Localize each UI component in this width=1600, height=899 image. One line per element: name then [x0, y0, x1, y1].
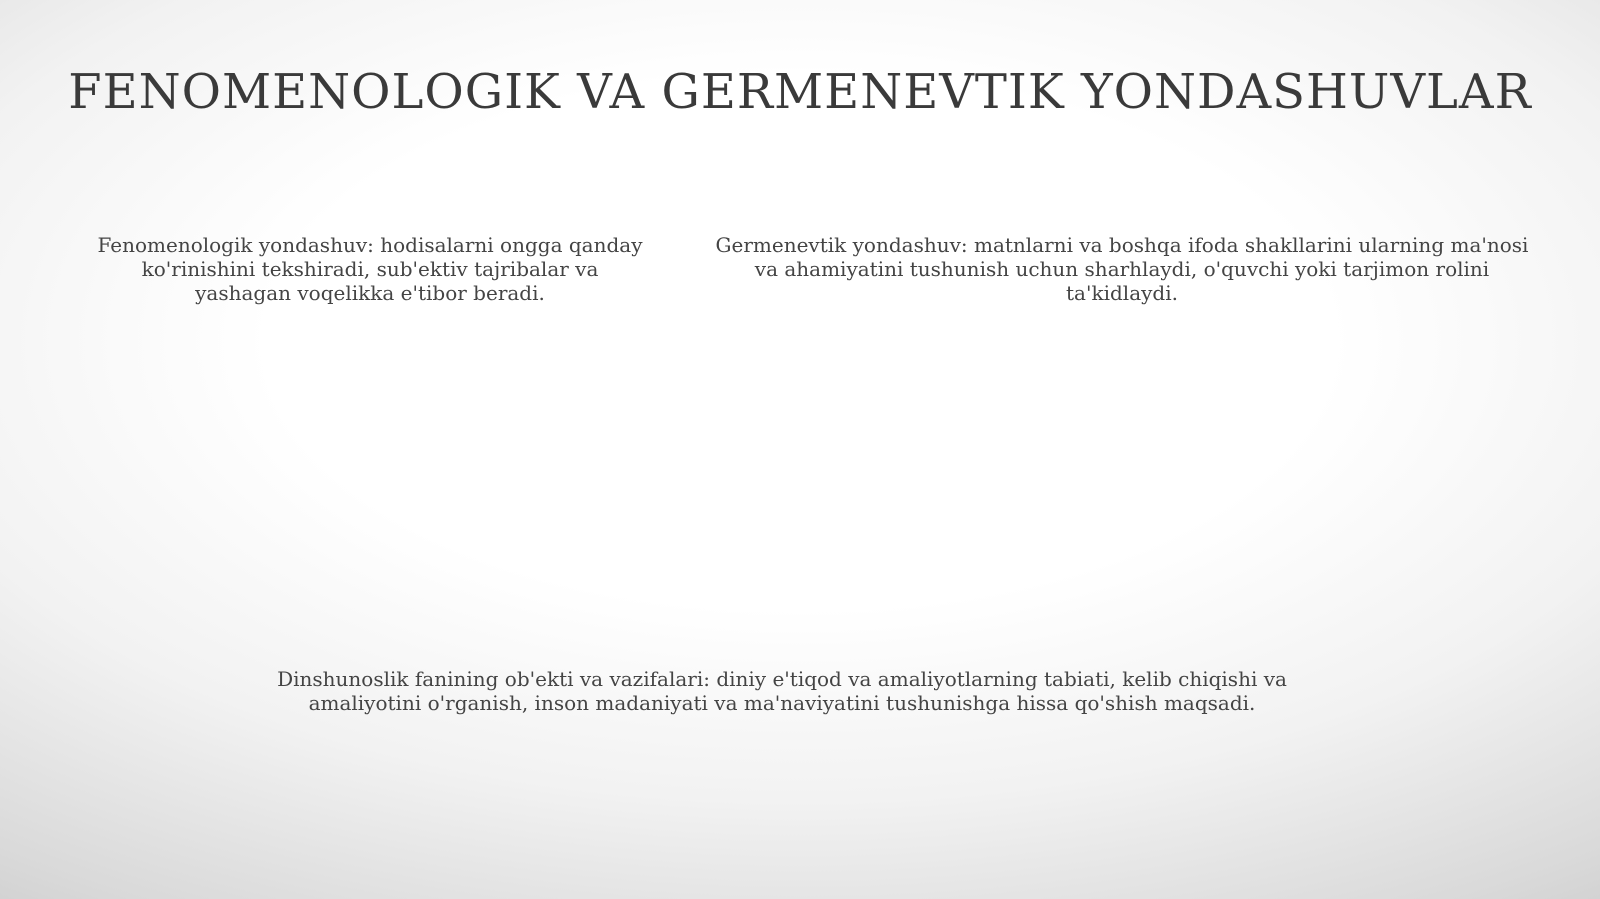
religious-studies-text: Dinshunoslik fanining ob'ekti va vazifalari: diniy e'tiqod va amaliyotlarning tabiati, kelib chiqishi va amaliyotini o'rganish, inson madaniyati va ma'naviyatini tushunishga hissa qo'shish maqsadi.	[277, 667, 1287, 715]
hermeneutic-text: Germenevtik yondashuv: matnlarni va boshqa ifoda shakllarini ularning ma'nosi va ahamiyatini tushunish uchun sharhlaydi, o'quvchi yoki tarjimon rolini ta'kidlaydi.	[715, 233, 1529, 305]
phenomenological-text: Fenomenologik yondashuv: hodisalarni ongga qanday ko'rinishini tekshiradi, sub'ektiv tajribalar va yashagan voqelikka e'tibor beradi.	[97, 233, 643, 305]
slide-title: FENOMENOLOGIK VA GERMENEVTIK YONDASHUVLAR	[68, 64, 1532, 120]
